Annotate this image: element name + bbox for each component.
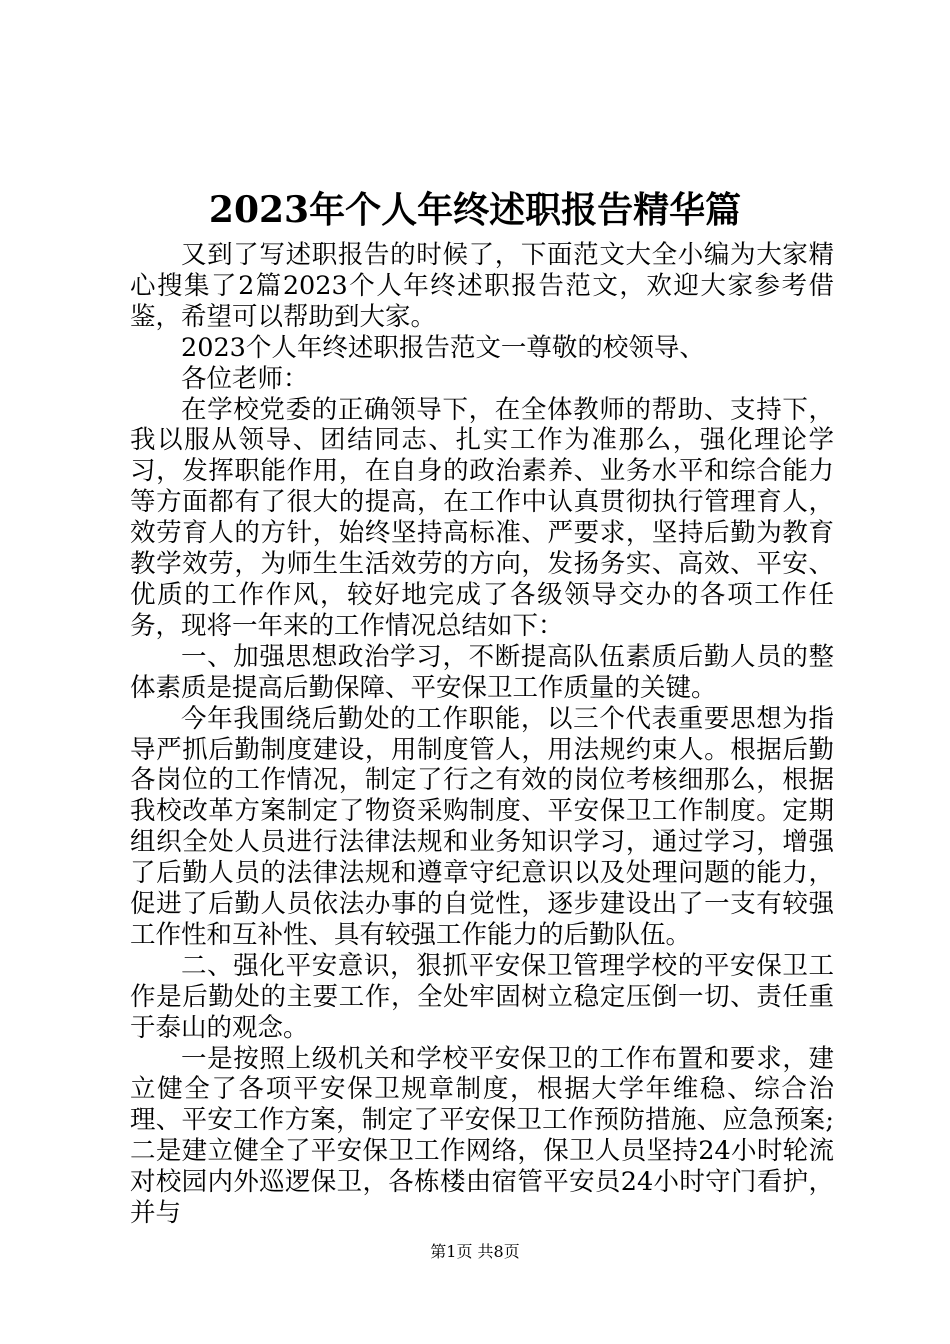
document-title: 2023年个人年终述职报告精华篇: [208, 189, 742, 231]
paragraph-salutation: 2023个人年终述职报告范文一尊敬的校领导、: [181, 332, 705, 363]
page-footer: 第1页 共8页: [430, 1242, 520, 1261]
paragraph-section-two-heading: 二、强化平安意识，狠抓平安保卫管理学校的平安保卫工作是后勤处的主要工作，全处牢固树立稳定压倒一切、责任重于泰山的观念。: [130, 950, 834, 1043]
document-body: [130, 240, 834, 1229]
paragraph-overview: 在学校党委的正确领导下，在全体教师的帮助、支持下，我以服从领导、团结同志、扎实工作为准那么，强化理论学习，发挥职能作用，在自身的政治素养、业务水平和综合能力等方面都有了很大的提高，在工作中认真贯彻执行管理育人，效劳育人的方针，始终坚持高标准、严要求，坚持后勤为教育教学效劳，为师生生活效劳的方向，发扬务实、高效、平安、优质的工作作风，较好地完成了各级领导交办的各项工作任务，现将一年来的工作情况总结如下：: [130, 394, 834, 641]
paragraph-section-one-heading: 一、加强思想政治学习，不断提高队伍素质后勤人员的整体素质是提高后勤保障、平安保卫工作质量的关键。: [130, 641, 834, 703]
paragraph-section-one-body: 今年我围绕后勤处的工作职能，以三个代表重要思想为指导严抓后勤制度建设，用制度管人，用法规约束人。根据后勤各岗位的工作情况，制定了行之有效的岗位考核细那么，根据我校改革方案制定了物资采购制度、平安保卫工作制度。定期组织全处人员进行法律法规和业务知识学习，通过学习，增强了后勤人员的法律法规和遵章守纪意识以及处理问题的能力，促进了后勤人员依法办事的自觉性，逐步建设出了一支有较强工作性和互补性、具有较强工作能力的后勤队伍。: [130, 703, 834, 950]
paragraph-section-two-body: 一是按照上级机关和学校平安保卫的工作布置和要求，建立健全了各项平安保卫规章制度，根据大学年维稳、综合治理、平安工作方案，制定了平安保卫工作预防措施、应急预案;二是建立健全了平安保卫工作网络，保卫人员坚持24小时轮流对校园内外巡逻保卫，各栋楼由宿管平安员24小时守门看护，并与: [130, 1043, 834, 1229]
paragraph-intro: 又到了写述职报告的时候了，下面范文大全小编为大家精心搜集了2篇2023个人年终述职报告范文，欢迎大家参考借鉴，希望可以帮助到大家。: [130, 240, 834, 332]
paragraph-salutation-continued: 各位老师：: [181, 363, 309, 394]
